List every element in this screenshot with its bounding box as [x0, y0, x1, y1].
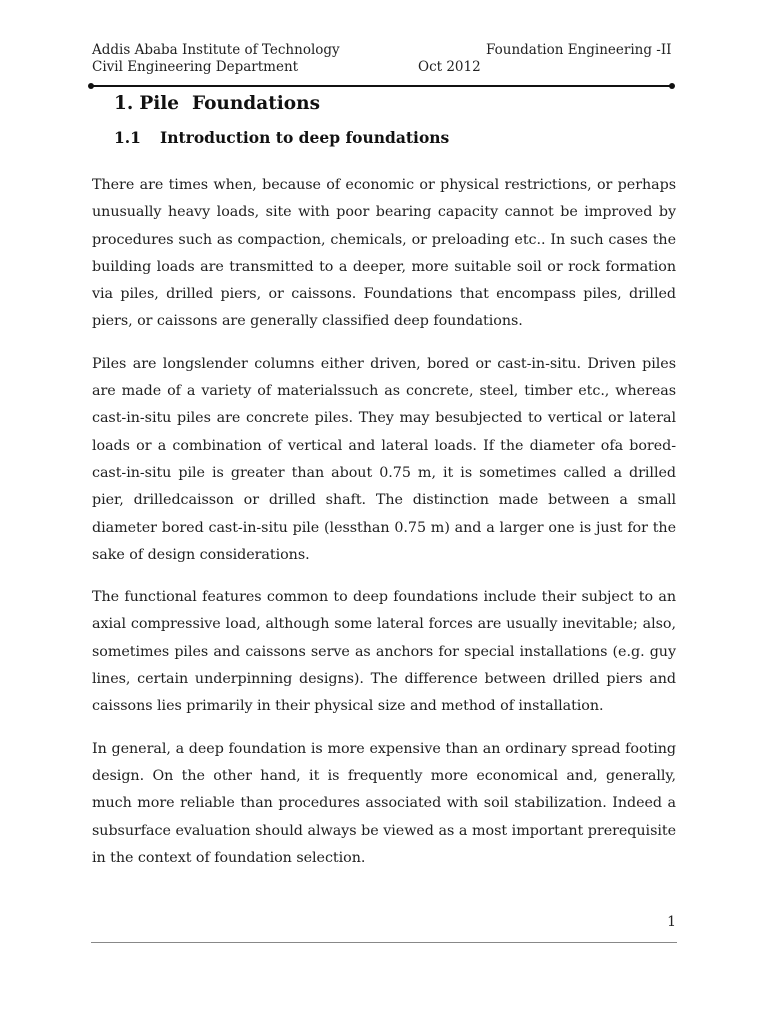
paragraph-2: Piles are longslender columns either driven, bored or cast-in-situ. Driven piles are made of a variety of materialssuch as concrete, steel, timber etc., whereas cast-in-situ piles are concrete piles. They may besubjected to vertical or lateral loads or a combination of vertical and lateral loads. If the diameter ofa bored-cast-in-situ pile is greater than about 0.75 m, it is sometimes called a drilled pier, drilledcaisson or drilled shaft. The distinction made between a small diameter bored cast-in-situ pile (lessthan 0.75 m) and a larger one is just for the sake of design considerations. — [92, 355, 676, 563]
section-number: 1.1 — [114, 128, 141, 147]
paragraph-4: In general, a deep foundation is more expensive than an ordinary spread footing design. On the other hand, it is frequently more economical and, generally, much more reliable than procedures associated with soil stabilization. Indeed a subsurface evaluation should always be viewed as a most important prerequisite in the context of foundation selection. — [92, 740, 676, 866]
section-heading — [114, 127, 449, 149]
section-title: Introduction to deep foundations — [160, 128, 450, 147]
header-institution: Addis Ababa Institute of Technology — [92, 42, 340, 58]
chapter-title: Pile Foundations — [139, 93, 321, 114]
body-text — [92, 172, 676, 887]
chapter-number: 1. — [114, 93, 134, 114]
paragraph-3: The functional features common to deep foundations include their subject to an axial compressive load, although some lateral forces are usually inevitable; also, sometimes piles and caissons serve as anchors for special installations (e.g. guy lines, certain underpinning designs). The difference between drilled piers and caissons lies primarily in their physical size and method of installation. — [92, 589, 676, 715]
header-date: Oct 2012 — [418, 59, 481, 75]
header-rule — [91, 85, 672, 87]
header-department: Civil Engineering Department — [92, 59, 299, 75]
paragraph-1: There are times when, because of economic or physical restrictions, or perhaps unusually heavy loads, site with poor bearing capacity cannot be improved by procedures such as compaction, chemicals, or preloading etc.. In such cases the building loads are transmitted to a deeper, more suitable soil or rock formation via piles, drilled piers, or caissons. Foundations that encompass piles, drilled piers, or caissons are generally classified deep foundations. — [92, 177, 676, 330]
footer-rule — [91, 942, 677, 943]
chapter-heading — [114, 92, 320, 116]
page-number: 1 — [667, 914, 676, 930]
header-course: Foundation Engineering -II — [486, 42, 672, 58]
